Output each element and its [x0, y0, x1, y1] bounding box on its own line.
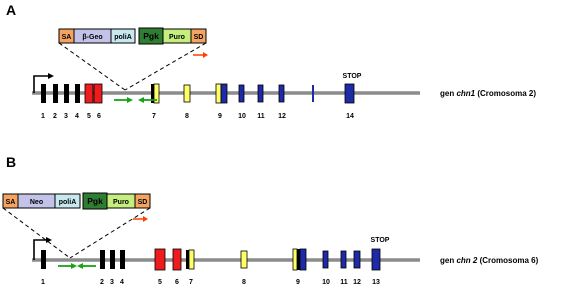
- cassette-b-pgk-label: Pgk: [87, 196, 103, 206]
- cassette-b-polia-label: poliA: [58, 199, 77, 206]
- exon-num-a-5: 5: [87, 113, 91, 120]
- exon-num-a-7: 7: [152, 113, 156, 120]
- exon-num-a-11: 11: [257, 113, 265, 120]
- exon-b-12: [354, 251, 360, 268]
- insertion-dash-left-a: [59, 43, 125, 90]
- exon-num-b-5: 5: [158, 279, 162, 286]
- exon-a-9: [221, 84, 227, 103]
- gene-label-b: [440, 256, 539, 265]
- green-primer-forward-head-b: [71, 263, 77, 269]
- exon-num-a-3: 3: [64, 113, 68, 120]
- cassette-a-marker-label: β-Geo: [82, 34, 103, 41]
- exon-a-10: [239, 85, 244, 102]
- cassette-a-sa-label: SA: [61, 34, 72, 41]
- exon-num-b-12: 12: [353, 279, 361, 286]
- exon-num-a-8: 8: [185, 113, 189, 120]
- tss-arrowhead-a: [48, 73, 54, 79]
- gene-label-a: [440, 89, 536, 98]
- exon-num-b-9: 9: [296, 279, 300, 286]
- exon-a-13: [312, 85, 314, 102]
- insertion-dash-left-b: [3, 208, 70, 258]
- exon-a-4: [75, 84, 80, 103]
- exon-a-2: [53, 84, 58, 103]
- exon-num-a-6: 6: [97, 113, 101, 120]
- orange-primer-arrowhead-b: [143, 216, 148, 222]
- green-primer-forward-head-a: [127, 97, 133, 103]
- exon-b-3: [110, 250, 115, 269]
- chromosome-a: (Cromosoma 2): [475, 89, 537, 98]
- exon-num-a-10: 10: [238, 113, 246, 120]
- exon-b-9-black: [297, 249, 300, 270]
- exon-num-a-1: 1: [41, 113, 45, 120]
- green-primer-reverse-head-a: [138, 97, 144, 103]
- insertion-dash-right-a: [125, 43, 206, 90]
- cassette-b: [3, 193, 150, 222]
- cassette-b-sa-label: SA: [5, 199, 16, 206]
- exon-num-a-14: 14: [346, 113, 354, 120]
- stop-label-b: STOP: [370, 237, 390, 244]
- exon-a-3: [64, 84, 69, 103]
- exon-num-a-2: 2: [53, 113, 57, 120]
- exon-num-b-8: 8: [242, 279, 246, 286]
- exon-a-1: [41, 84, 46, 103]
- exon-num-a-4: 4: [75, 113, 79, 120]
- exon-num-b-6: 6: [175, 279, 179, 286]
- chromosome-b: (Cromosoma 6): [477, 256, 539, 265]
- gene-name-a: chn1: [456, 89, 476, 98]
- exon-num-b-7: 7: [189, 279, 193, 286]
- exon-num-b-10: 10: [322, 279, 330, 286]
- cassette-b-puro-label: Puro: [113, 199, 129, 206]
- exon-num-b-1: 1: [41, 279, 45, 286]
- cassette-b-sd-label: SD: [137, 199, 148, 206]
- exon-num-b-4: 4: [120, 279, 124, 286]
- exon-b-10: [323, 251, 328, 268]
- panel-a-letter: A: [6, 2, 17, 18]
- exon-num-a-12: 12: [278, 113, 286, 120]
- exon-a-8: [184, 85, 190, 102]
- cassette-a-polia-label: poliA: [114, 34, 132, 41]
- exon-b-7: [189, 250, 194, 269]
- exon-a-12: [279, 85, 284, 102]
- exon-b-7-black: [186, 250, 189, 269]
- exon-num-b-3: 3: [110, 279, 114, 286]
- exon-a-5: [85, 84, 93, 103]
- exon-num-b-13: 13: [372, 279, 380, 286]
- cassette-b-marker-label: Neo: [29, 199, 44, 206]
- panel-a: [6, 2, 536, 120]
- cassette-a: [59, 28, 208, 58]
- cassette-a-puro-label: Puro: [169, 34, 185, 41]
- exon-a-6: [94, 84, 102, 103]
- exon-b-8: [241, 251, 247, 268]
- exon-b-2: [100, 250, 105, 269]
- exon-b-9: [300, 249, 306, 270]
- stop-label-a: STOP: [342, 73, 362, 80]
- exon-b-4: [120, 250, 125, 269]
- exon-b-9-yellow: [293, 249, 297, 270]
- exon-num-b-11: 11: [340, 279, 348, 286]
- cassette-a-pgk-label: Pgk: [143, 31, 159, 41]
- exon-num-a-9: 9: [218, 113, 222, 120]
- exon-a-11: [258, 85, 263, 102]
- exon-b-1: [41, 250, 46, 269]
- exon-a-14: [345, 84, 354, 103]
- gene-name-b: chn 2: [456, 256, 478, 265]
- orange-primer-arrowhead-a: [203, 52, 208, 58]
- exon-b-6: [173, 249, 181, 270]
- cassette-a-sd-label: SD: [193, 34, 204, 41]
- exon-a-9-yellow: [216, 84, 221, 103]
- exon-num-b-2: 2: [100, 279, 104, 286]
- exon-b-13: [372, 249, 380, 270]
- exon-b-5: [155, 249, 165, 270]
- panel-b: [3, 154, 539, 286]
- green-primer-reverse-head-b: [77, 263, 83, 269]
- exon-b-11: [341, 251, 346, 268]
- gene-prefix-a: gen: [440, 89, 457, 98]
- gene-prefix-b: gen: [440, 256, 457, 265]
- panel-b-letter: B: [6, 154, 17, 170]
